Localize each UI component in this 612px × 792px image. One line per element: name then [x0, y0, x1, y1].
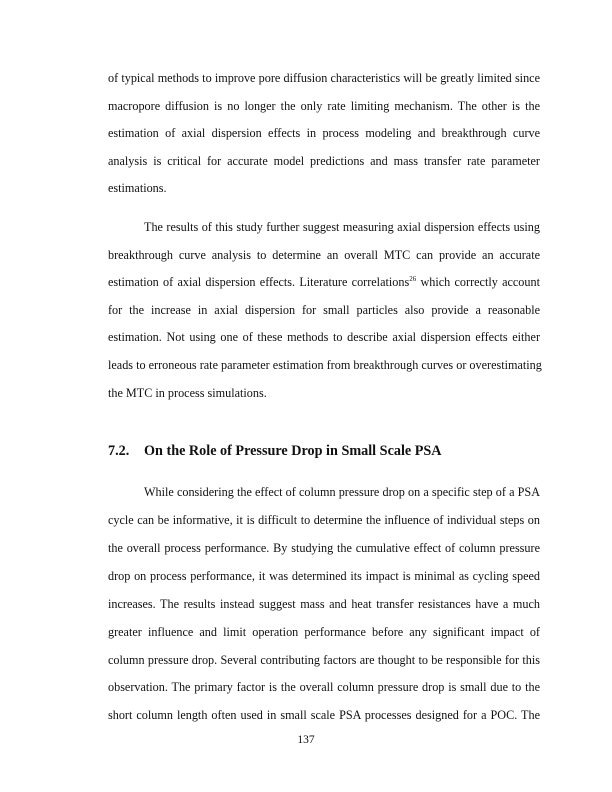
text-line: of typical methods to improve pore diffusion characteristics will be greatly limited since — [108, 71, 540, 85]
text-line: analysis is critical for accurate model predictions and mass transfer rate parameter — [108, 154, 540, 168]
text-line: short column length often used in small scale PSA processes designed for a POC. The — [108, 708, 540, 722]
text-line: macropore diffusion is no longer the only rate limiting mechanism. The other is the — [108, 99, 540, 113]
section-number: 7.2. — [108, 443, 130, 459]
text-line: for the increase in axial dispersion for small particles also provide a reasonable — [108, 303, 540, 317]
text-line: observation. The primary factor is the overall column pressure drop is small due to the — [108, 680, 540, 694]
text-line: While considering the effect of column pressure drop on a specific step of a PSA — [144, 485, 540, 499]
section-heading — [108, 443, 442, 460]
text-line: leads to erroneous rate parameter estimation from breakthrough curves or overestimating — [108, 358, 542, 372]
text-line: increases. The results instead suggest mass and heat transfer resistances have a much — [108, 597, 540, 611]
text-line: greater influence and limit operation performance before any significant impact of — [108, 625, 540, 639]
text-line: the MTC in process simulations. — [108, 386, 267, 400]
text-line: the overall process performance. By studying the cumulative effect of column pressure — [108, 541, 540, 555]
text-line-with-citation — [108, 275, 540, 289]
text-span: estimation of axial dispersion effects. Literature correlations — [108, 275, 410, 289]
page-number: 137 — [297, 734, 315, 746]
text-line: estimation. Not using one of these methods to describe axial dispersion effects either — [108, 330, 540, 344]
text-line: estimations. — [108, 181, 167, 195]
text-line: estimation of axial dispersion effects in process modeling and breakthrough curve — [108, 126, 540, 140]
citation-superscript[interactable]: 26 — [409, 275, 417, 283]
text-span: which correctly account — [416, 275, 540, 289]
text-line: breakthrough curve analysis to determine an overall MTC can provide an accurate — [108, 248, 540, 262]
section-title: On the Role of Pressure Drop in Small Scale PSA — [144, 443, 442, 459]
text-line: cycle can be informative, it is difficult to determine the influence of individual steps on — [108, 513, 540, 527]
text-line: drop on process performance, it was determined its impact is minimal as cycling speed — [108, 569, 540, 583]
text-line: column pressure drop. Several contributing factors are thought to be responsible for this — [108, 653, 540, 667]
text-line: The results of this study further suggest measuring axial dispersion effects using — [144, 220, 540, 234]
